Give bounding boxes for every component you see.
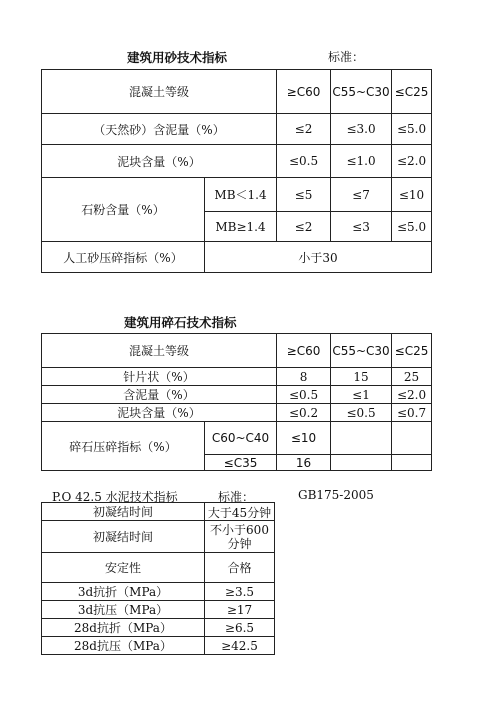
cement-soundness-value: 合格 (205, 553, 275, 583)
cement-soundness-label: 安定性 (42, 553, 205, 583)
sand-mb-high-c55-c30: ≤3 (331, 212, 392, 242)
cement-initial-set-label: 初凝结时间 (42, 503, 205, 521)
gravel-clay-content-c25: ≤2.0 (392, 386, 432, 404)
cement-spec-table (41, 502, 275, 655)
gravel-flaky-c60: 8 (277, 368, 331, 386)
sand-mb-low-condition: MB＜1.4 (205, 178, 277, 212)
gravel-flaky-c25: 25 (392, 368, 432, 386)
sand-clay-content-c55-c30: ≤3.0 (331, 114, 392, 145)
cement-initial-set-value: 大于45分钟 (205, 503, 275, 521)
cement-28d-compressive-value: ≥42.5 (205, 637, 275, 655)
cement-standard-label: 标准： (218, 490, 255, 504)
cement-final-set-value: 不小于600分钟 (205, 521, 275, 553)
sand-mb-low-c55-c30: ≤7 (331, 178, 392, 212)
gravel-clay-content-label: 含泥量（%） (42, 386, 277, 404)
sand-crush-value: 小于30 (205, 242, 432, 273)
sand-clay-content-c60: ≤2 (277, 114, 331, 145)
sand-header-c60: ≥C60 (277, 70, 331, 114)
gravel-clay-lump-c55-c30: ≤0.5 (331, 404, 392, 422)
cement-28d-flexural-value: ≥6.5 (205, 619, 275, 637)
sand-standard-label: 标准： (328, 50, 365, 64)
gravel-crush-empty-1 (331, 422, 392, 455)
sand-mb-low-c60: ≤5 (277, 178, 331, 212)
sand-title: 建筑用砂技术指标 (127, 50, 228, 65)
cement-final-set-label: 初凝结时间 (42, 521, 205, 553)
gravel-clay-content-c60: ≤0.5 (277, 386, 331, 404)
gravel-crush-c35-value: 16 (277, 455, 331, 471)
cement-28d-flexural-label: 28d抗折（MPa） (42, 619, 205, 637)
gravel-header-c55-c30: C55~C30 (331, 334, 392, 368)
cement-3d-compressive-value: ≥17 (205, 601, 275, 619)
sand-mb-high-condition: MB≥1.4 (205, 212, 277, 242)
gravel-clay-lump-c60: ≤0.2 (277, 404, 331, 422)
cement-3d-flexural-label: 3d抗折（MPa） (42, 583, 205, 601)
cement-standard-code: GB175-2005 (298, 488, 374, 502)
gravel-crush-c35-condition: ≤C35 (205, 455, 277, 471)
sand-clay-content-label: （天然砂）含泥量（%） (42, 114, 277, 145)
gravel-flaky-c55-c30: 15 (331, 368, 392, 386)
gravel-header-c25: ≤C25 (392, 334, 432, 368)
gravel-clay-lump-label: 泥块含量（%） (42, 404, 277, 422)
gravel-header-label: 混凝土等级 (42, 334, 277, 368)
sand-clay-lump-label: 泥块含量（%） (42, 145, 277, 178)
gravel-crush-label: 碎石压碎指标（%） (42, 422, 205, 471)
gravel-crush-empty-3 (331, 455, 392, 471)
gravel-clay-lump-c25: ≤0.7 (392, 404, 432, 422)
sand-header-c25: ≤C25 (392, 70, 432, 114)
sand-clay-lump-c55-c30: ≤1.0 (331, 145, 392, 178)
cement-28d-compressive-label: 28d抗压（MPa） (42, 637, 205, 655)
sand-mb-low-c25: ≤10 (392, 178, 432, 212)
sand-header-c55-c30: C55~C30 (331, 70, 392, 114)
gravel-title: 建筑用碎石技术指标 (124, 315, 237, 330)
gravel-flaky-label: 针片状（%） (42, 368, 277, 386)
gravel-crush-empty-2 (392, 422, 432, 455)
gravel-crush-c60-c40-value: ≤10 (277, 422, 331, 455)
gravel-clay-content-c55-c30: ≤1 (331, 386, 392, 404)
gravel-crush-c60-c40-condition: C60~C40 (205, 422, 277, 455)
cement-3d-flexural-value: ≥3.5 (205, 583, 275, 601)
gravel-crush-empty-4 (392, 455, 432, 471)
sand-mb-high-c25: ≤5.0 (392, 212, 432, 242)
gravel-spec-table (41, 333, 432, 471)
sand-clay-lump-c25: ≤2.0 (392, 145, 432, 178)
sand-clay-lump-c60: ≤0.5 (277, 145, 331, 178)
cement-3d-compressive-label: 3d抗压（MPa） (42, 601, 205, 619)
sand-stone-powder-label: 石粉含量（%） (42, 178, 205, 242)
sand-clay-content-c25: ≤5.0 (392, 114, 432, 145)
cement-title: P.O 42.5 水泥技术指标 (52, 490, 178, 504)
gravel-header-c60: ≥C60 (277, 334, 331, 368)
sand-spec-table (41, 69, 432, 273)
sand-header-label: 混凝土等级 (42, 70, 277, 114)
sand-crush-label: 人工砂压碎指标（%） (42, 242, 205, 273)
sand-mb-high-c60: ≤2 (277, 212, 331, 242)
